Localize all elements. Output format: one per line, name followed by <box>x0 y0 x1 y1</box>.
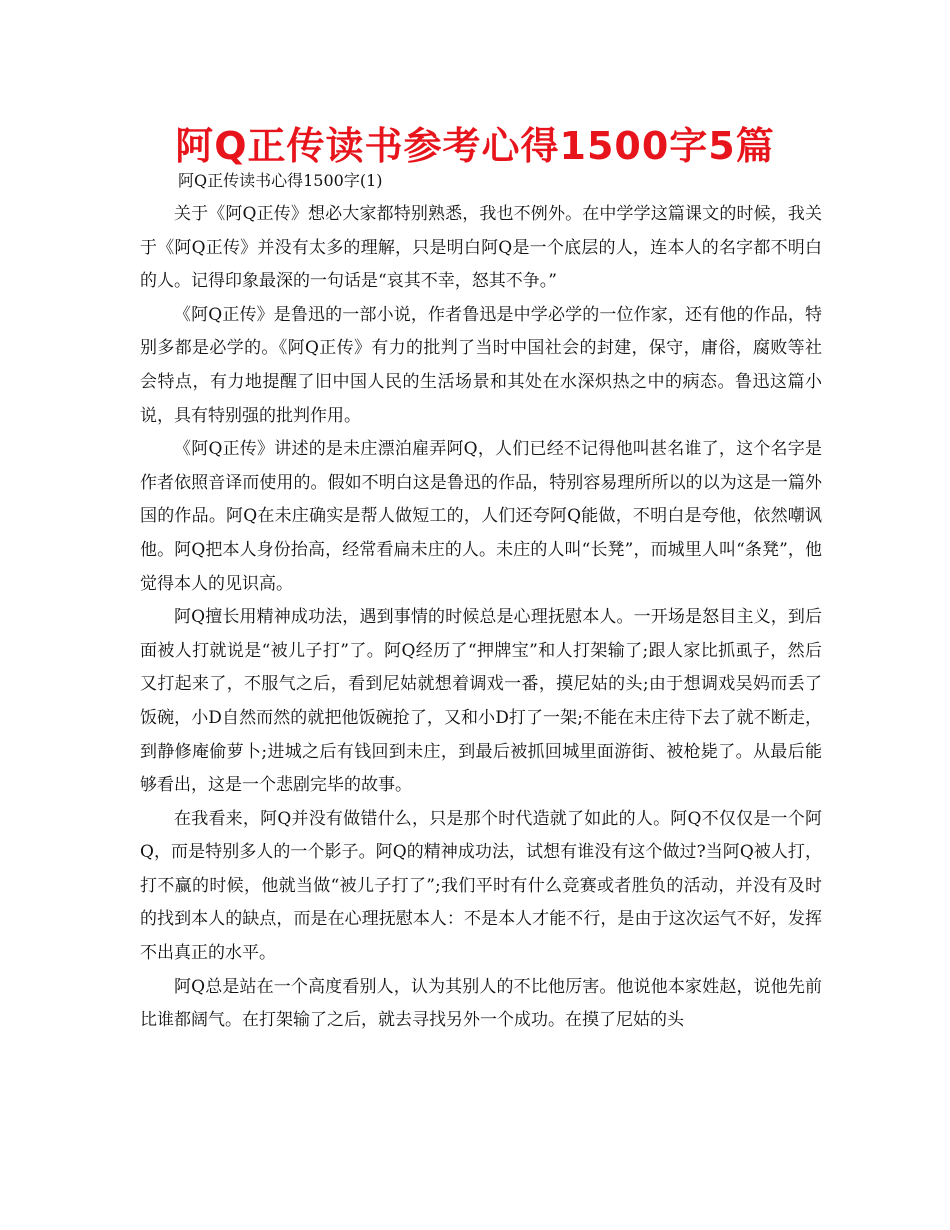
paragraph: 在我看来，阿Q并没有做错什么，只是那个时代造就了如此的人。阿Q不仅仅是一个阿Q，而是特别多人的一个影子。阿Q的精神成功法，试想有谁没有这个做过?当阿Q被人打，打不赢的时候，他就当做“被儿子打了”;我们平时有什么竞赛或者胜负的活动，并没有及时的找到本人的缺点，而是在心理抚慰本人：不是本人才能不行，是由于这次运气不好，发挥不出真正的水平。 <box>140 808 822 964</box>
document-title: 阿Q正传读书参考心得1500字5篇 <box>175 124 775 168</box>
paragraph: 阿Q擅长用精神成功法，遇到事情的时候总是心理抚慰本人。一开场是怒目主义，到后面被人打就说是“被儿子打”了。阿Q经历了“押牌宝”和人打架输了;跟人家比抓虱子，然后又打起来了，不服气之后，看到尼姑就想着调戏一番，摸尼姑的头;由于想调戏吴妈而丢了饭碗，小D自然而然的就把他饭碗抢了，又和小D打了一架;不能在未庄待下去了就不断走，到静修庵偷萝卜;进城之后有钱回到未庄，到最后被抓回城里面游街、被枪毙了。从最后能够看出，这是一个悲剧完毕的故事。 <box>140 607 822 796</box>
body-text <box>140 198 822 1038</box>
paragraph: 《阿Q正传》是鲁迅的一部小说，作者鲁迅是中学必学的一位作家，还有他的作品，特别多都是必学的。《阿Q正传》有力的批判了当时中国社会的封建，保守，庸俗，腐败等社会特点，有力地提醒了旧中国人民的生活场景和其处在水深炽热之中的病态。鲁迅这篇小说，具有特别强的批判作用。 <box>140 304 822 426</box>
paragraph: 阿Q总是站在一个高度看别人，认为其别人的不比他厉害。他说他本家姓赵，说他先前比谁都阔气。在打架输了之后，就去寻找另外一个成功。在摸了尼姑的头 <box>140 976 822 1031</box>
paragraph: 《阿Q正传》讲述的是未庄漂泊雇弄阿Q，人们已经不记得他叫甚名谁了，这个名字是作者依照音译而使用的。假如不明白这是鲁迅的作品，特别容易理所所以的以为这是一篇外国的作品。阿Q在未庄确实是帮人做短工的，人们还夸阿Q能做，不明白是夸他，依然嘲讽他。阿Q把本人身份抬高，经常看扁未庄的人。未庄的人叫“长凳”，而城里人叫“条凳”，他觉得本人的见识高。 <box>140 439 822 594</box>
paragraph: 关于《阿Q正传》想必大家都特别熟悉，我也不例外。在中学学这篇课文的时候，我关于《阿Q正传》并没有太多的理解，只是明白阿Q是一个底层的人，连本人的名字都不明白的人。记得印象最深的一句话是“哀其不幸，怒其不争。” <box>140 204 822 292</box>
section-subtitle: 阿Q正传读书心得1500字(1) <box>178 171 383 190</box>
